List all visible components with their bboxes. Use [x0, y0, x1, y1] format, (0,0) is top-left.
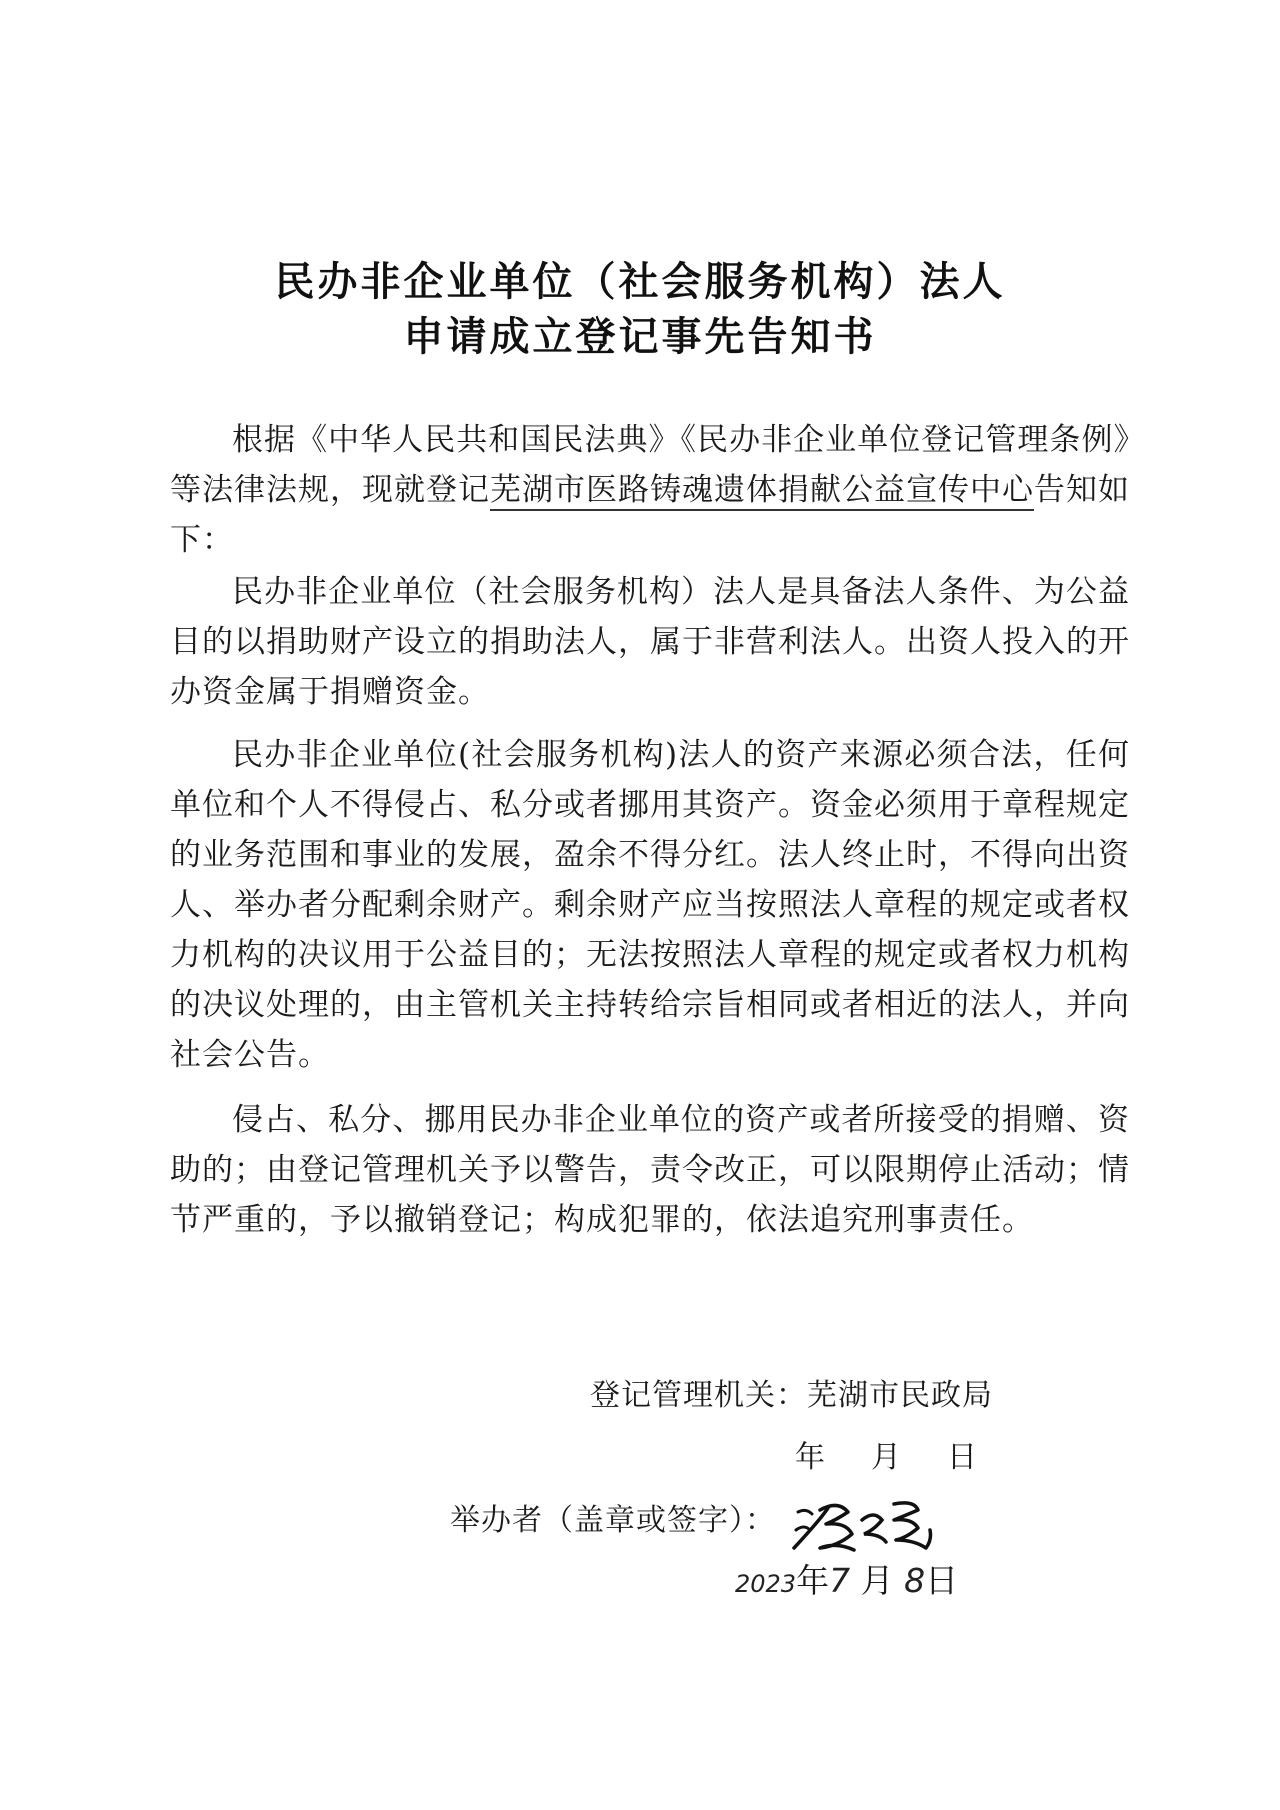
signed-day: 8 [904, 1561, 926, 1600]
document-title-line1: 民办非企业单位（社会服务机构）法人 [274, 259, 1006, 305]
year-char: 年 [796, 1561, 830, 1600]
month-char: 月 [860, 1561, 894, 1600]
organization-name: 芜湖市医路铸魂遗体捐献公益宣传中心 [490, 472, 1034, 511]
registration-authority: 登记管理机关：芜湖市民政局 [590, 1378, 993, 1413]
p1-pre: 根据《中华人民共和国民法典》《民办非企业单位登记管理条例》等法律法规，现就登记 [170, 422, 1130, 508]
signed-date [735, 1555, 958, 1602]
organizer-label: 举办者（盖章或签字）： [450, 1503, 776, 1538]
paragraph-3: 民办非企业单位(社会服务机构)法人的资产来源必须合法，任何单位和个人不得侵占、私分或者挪用其资产。资金必须用于章程规定的业务范围和事业的发展，盈余不得分红。法人终止时，不得向出资人、举办者分配剩余财产。剩余财产应当按照法人章程的规定或者权力机构的决议用于公益目的；无法按照法人章程的规定或者权力机构的决议处理的，由主管机关主持转给宗旨相同或者相近的法人，并向社会公告。 [170, 737, 1130, 1073]
document-title-line2: 申请成立登记事先告知书 [403, 314, 877, 360]
authority-date-blank: 年 月 日 [795, 1440, 985, 1475]
paragraph-4: 侵占、私分、挪用民办非企业单位的资产或者所接受的捐赠、资助的；由登记管理机关予以警告，责令改正，可以限期停止活动；情节严重的，予以撤销登记；构成犯罪的，依法追究刑事责任。 [170, 1102, 1130, 1238]
day-char: 日 [925, 1561, 959, 1600]
p1-post: 告知如下： [170, 472, 1130, 558]
paragraph-2: 民办非企业单位（社会服务机构）法人是具备法人条件、为公益目的以捐助财产设立的捐助法人，属于非营利法人。出资人投入的开办资金属于捐赠资金。 [170, 574, 1130, 710]
paragraph-1 [170, 415, 1130, 565]
handwritten-signature [790, 1490, 950, 1560]
signed-month: 7 [829, 1561, 851, 1600]
signed-year: 2023 [735, 1570, 797, 1598]
